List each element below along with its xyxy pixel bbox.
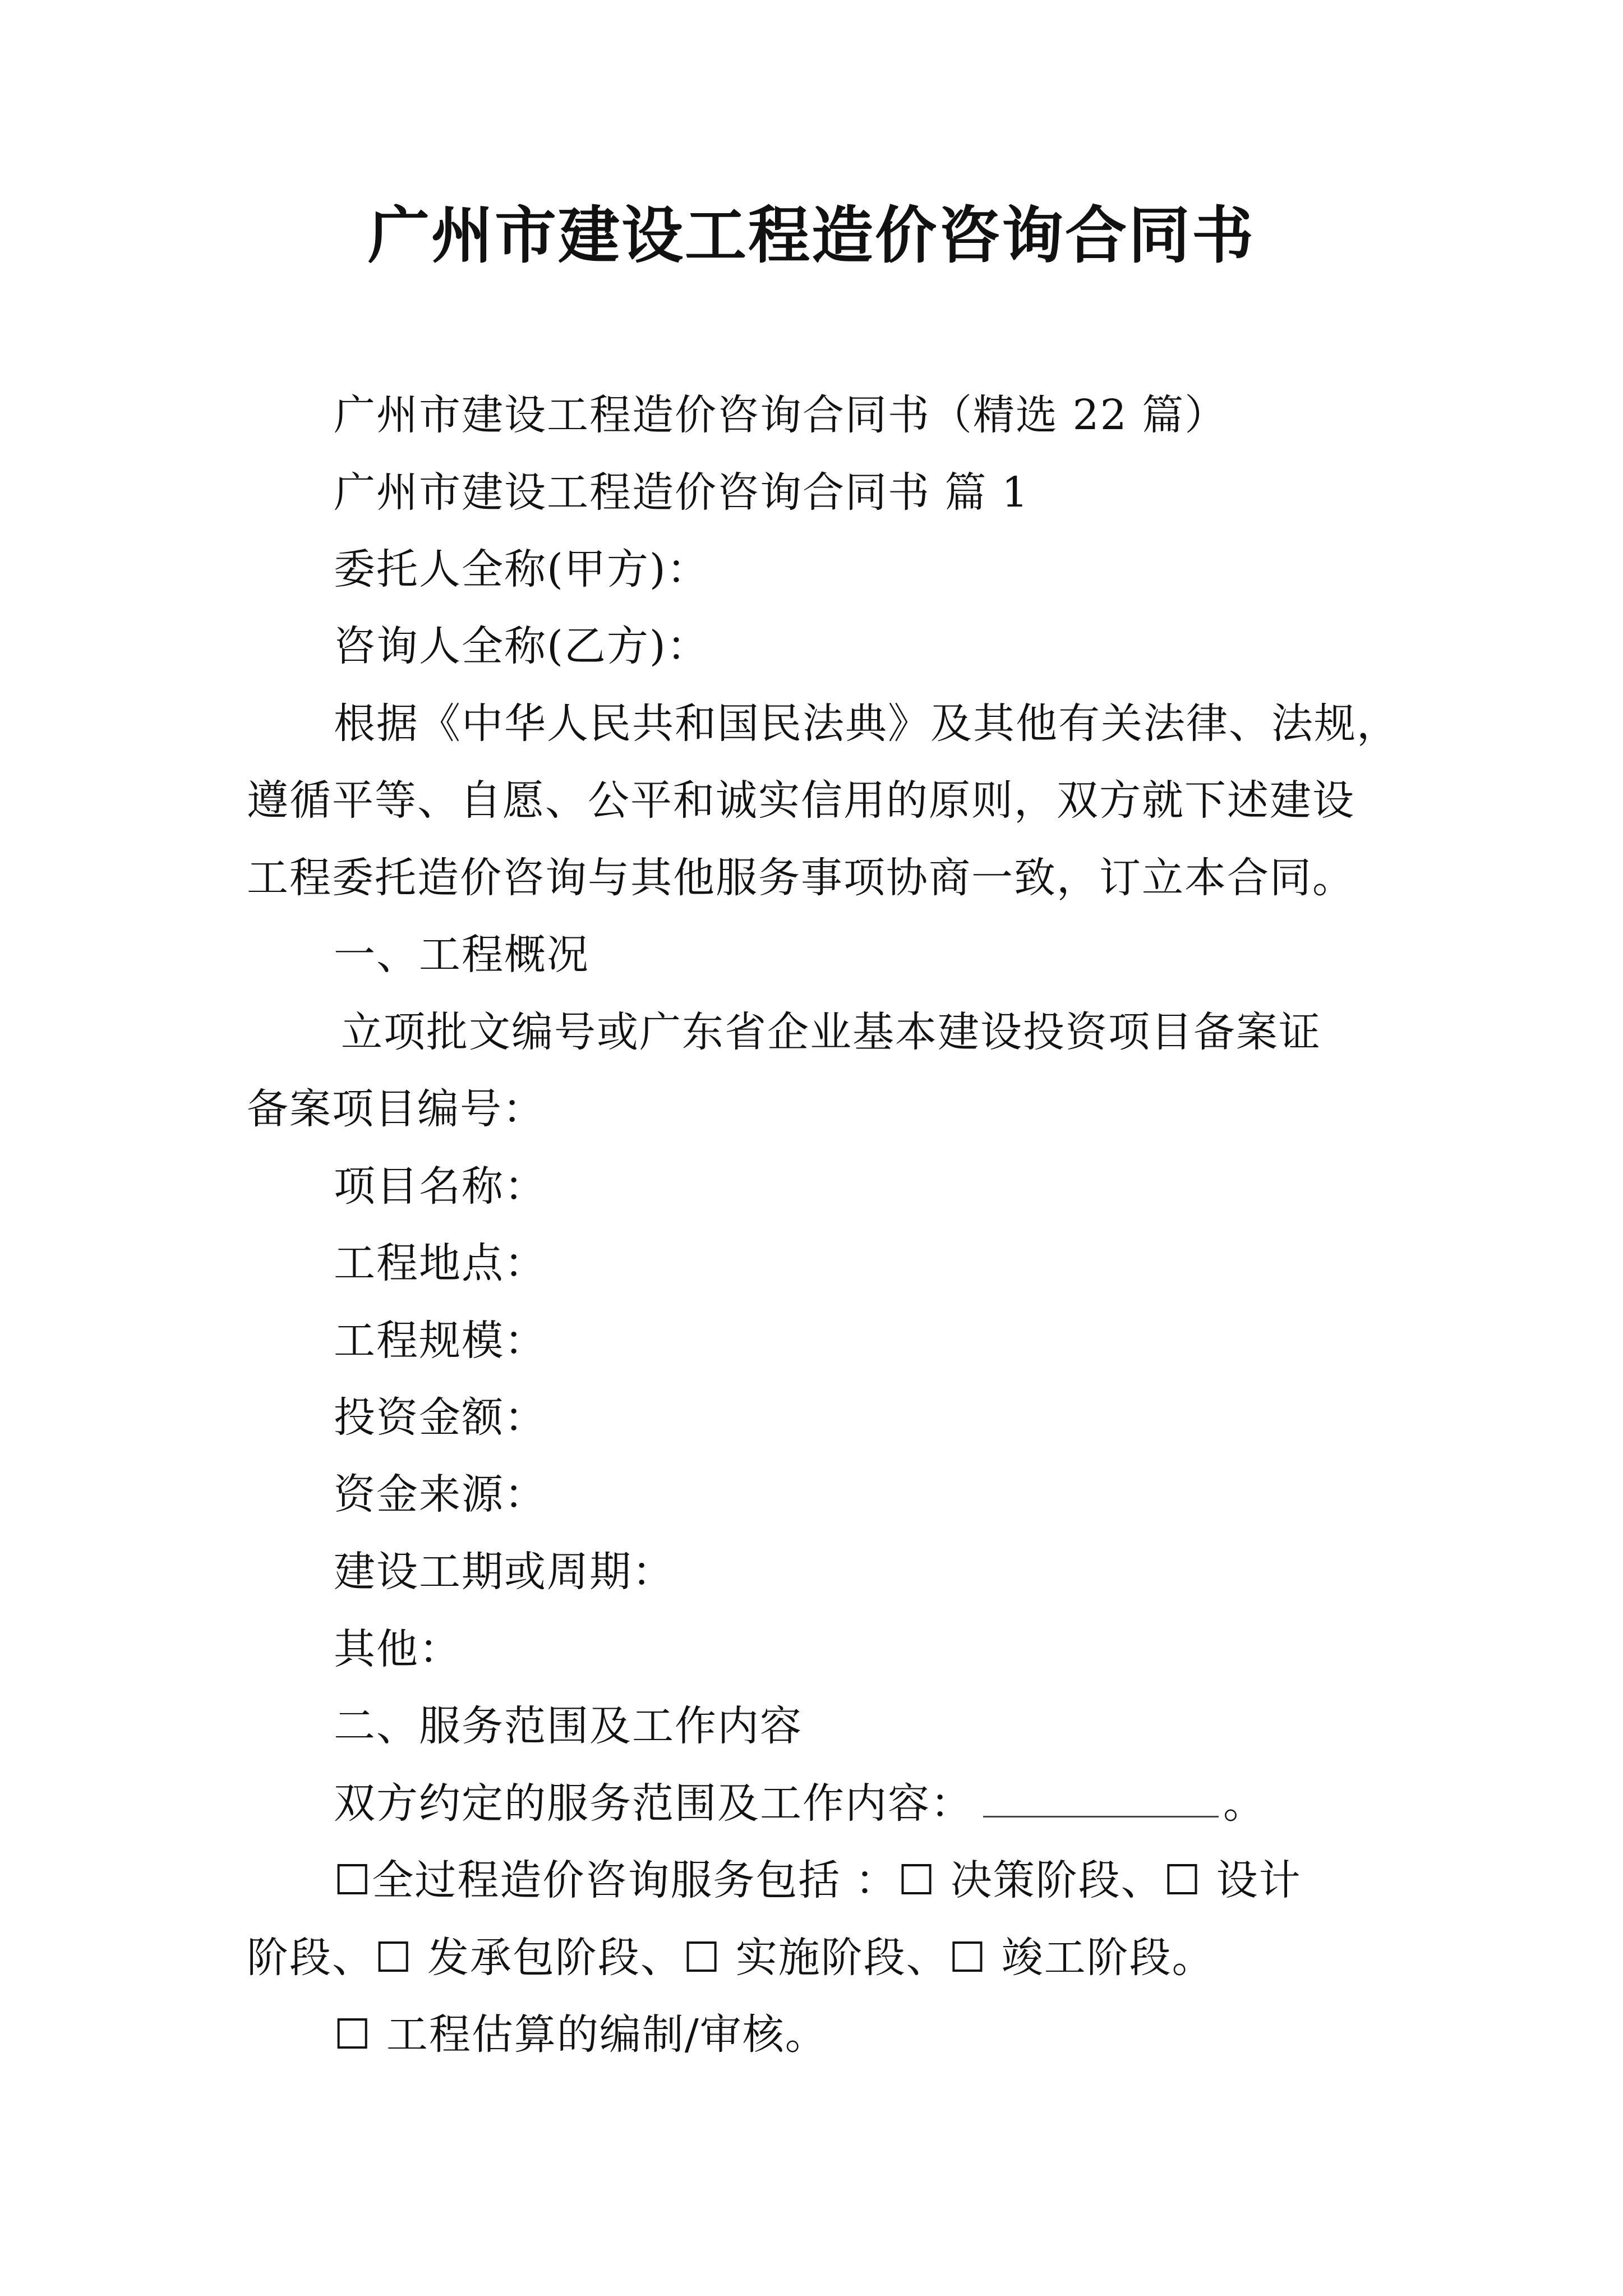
- agreed-scope-blank: [983, 1777, 1219, 1818]
- agreed-scope-line: [334, 1775, 1266, 1832]
- agreed-scope-label: 双方约定的服务范围及工作内容：: [334, 1779, 973, 1828]
- approval-number-line-1: 立项批文编号或广东省企业基本建设投资项目备案证: [341, 1008, 1321, 1056]
- part2-heading: 二、服务范围及工作内容: [334, 1702, 803, 1750]
- project-name-label: 项目名称：: [334, 1162, 547, 1211]
- part1-heading: 一、工程概况: [334, 931, 589, 979]
- estimate-line: ☐ 工程估算的编制/审核。: [334, 2010, 828, 2059]
- full-process-line-2: 阶段、☐ 发承包阶段、☐ 实施阶段、☐ 竣工阶段。: [247, 1934, 1215, 1982]
- investment-label: 投资金额：: [334, 1393, 547, 1442]
- preamble-line-1: 根据《中华人民共和国民法典》及其他有关法律、法规，: [334, 700, 1399, 748]
- client-label: 委托人全称(甲方)：: [334, 545, 709, 593]
- period-label: 建设工期或周期：: [334, 1548, 675, 1596]
- consultant-label: 咨询人全称(乙方)：: [334, 622, 709, 670]
- full-process-line-1: ☐全过程造价咨询服务包括 ：☐ 决策阶段、☐ 设计: [334, 1856, 1302, 1904]
- preamble-line-2: 遵循平等、自愿、公平和诚实信用的原则，双方就下述建设: [247, 776, 1355, 825]
- approval-number-line-2: 备案项目编号：: [247, 1085, 545, 1133]
- agreed-scope-end: 。: [1223, 1779, 1266, 1828]
- other-label: 其他：: [334, 1625, 462, 1673]
- preamble-line-3: 工程委托造价咨询与其他服务事项协商一致，订立本合同。: [247, 854, 1355, 902]
- scale-label: 工程规模：: [334, 1317, 547, 1365]
- section-heading: 广州市建设工程造价咨询合同书 篇 1: [334, 468, 1030, 517]
- document-subtitle: 广州市建设工程造价咨询合同书（精选 22 篇）: [334, 391, 1228, 439]
- document-title: 广州市建设工程造价咨询合同书: [368, 199, 1255, 272]
- location-label: 工程地点：: [334, 1239, 547, 1287]
- funding-label: 资金来源：: [334, 1470, 547, 1519]
